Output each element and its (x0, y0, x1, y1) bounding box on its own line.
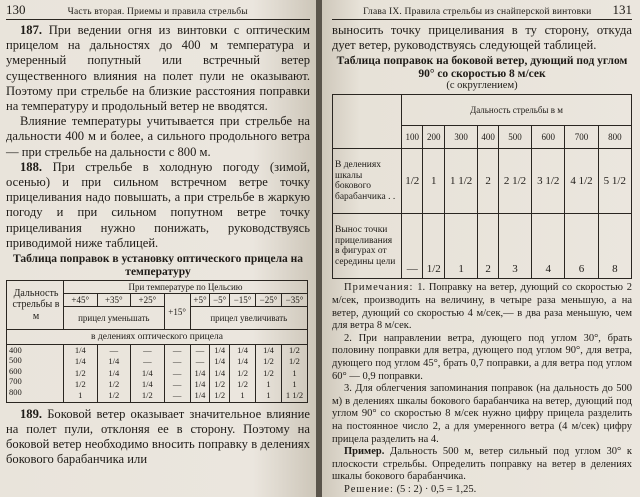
aim-offset-value: 2 (478, 214, 499, 279)
temp-col: +5° (190, 294, 210, 307)
drum-division-value: 1/2 (402, 149, 423, 214)
right-page (322, 0, 640, 497)
temp-value-column (131, 345, 165, 402)
temp-value: — (172, 390, 182, 401)
temp-value: — (172, 378, 182, 389)
temp-value: 1/4 (141, 378, 153, 389)
temp-value-column (256, 345, 282, 402)
temp-value: 1/2 (214, 378, 226, 389)
drum-division-value: 1 1/2 (444, 149, 477, 214)
paragraph-189: 189. Боковой ветер оказывает значительное влияние на полет пули, отклоняя ее в сторону. Поэтому на боковой ветер необходимо вносить поправку в делениях бокового барабанчика или (6, 406, 310, 467)
temp-value-column (190, 345, 210, 402)
wind-distance-cell: 700 (565, 126, 598, 149)
temp-value: — (172, 356, 182, 367)
temp-value: 1 (78, 390, 83, 401)
temp-col: −5° (210, 294, 230, 307)
temp-value: 1 (266, 378, 271, 389)
temp-value: 1/4 (74, 356, 86, 367)
right-page-number: 131 (612, 2, 632, 17)
aim-offset-value: 6 (565, 214, 598, 279)
temp-col: −25° (256, 294, 282, 307)
wind-distance-cell: 100 (402, 126, 423, 149)
wind-distance-cell: 400 (478, 126, 499, 149)
temp-value: — (195, 345, 205, 356)
drum-divisions-label: В делениях шкалы бокового барабанчика . . (333, 149, 402, 214)
aim-offset-row (333, 214, 632, 279)
aim-offset-value: 8 (598, 214, 631, 279)
temp-col: −15° (230, 294, 256, 307)
solution: Решение: (5 : 2) · 0,5 = 1,25. (344, 483, 477, 495)
temperature-header: При температуре по Цельсию (64, 281, 308, 294)
temp-value: 1 (240, 390, 245, 401)
temp-value: — (109, 345, 119, 356)
temp-value: 1/2 (289, 356, 300, 367)
wind-table-title: Таблица поправок на боковой ветер, дующий под углом 90° со скоростью 8 м/сек (336, 55, 628, 80)
temp-col: +35° (97, 294, 131, 307)
distance-value: 800 (9, 386, 22, 397)
temp-value: 1/2 (74, 367, 86, 378)
left-chapter-title: Часть вторая. Приемы и правила стрельбы (67, 7, 248, 17)
lower-sight-label: прицел уменьшать (64, 307, 165, 330)
drum-division-value: 2 1/2 (498, 149, 531, 214)
distance-value: 500 (9, 355, 22, 366)
temp-value: 1/4 (108, 367, 120, 378)
temp-value: 1/4 (214, 356, 226, 367)
temp-value-column (210, 345, 230, 402)
temp-value-column (230, 345, 256, 402)
note-2: 2. При направлении ветра, дующего под углом 30°, брать половину поправки для ветра, дующего под углом 90°, для ветра, дующего под углом 45°, брать 0,7 поправки, а для ветра под углом 60° — 0,9 поправки. (332, 332, 632, 382)
paragraph-temperature-wind: Влияние температуры учитывается при стрельбе на дальности 400 м и более, а сильного продольного ветра — при стрельбе на дальности с 800 м. (6, 114, 310, 159)
distance-value: 400 (9, 345, 22, 356)
drum-division-value: 3 1/2 (532, 149, 565, 214)
temp-value: 1/2 (108, 390, 120, 401)
wind-distance-cell: 500 (498, 126, 531, 149)
temp-value: 1/4 (194, 378, 206, 389)
wind-table-subtitle: (с округлением) (446, 80, 518, 92)
temp-value: — (172, 367, 182, 378)
empty-corner (333, 95, 402, 149)
drum-divisions-row (333, 149, 632, 214)
aim-offset-value: 1 (444, 214, 477, 279)
aim-offset-label: Вынос точки прицеливания в фигурах от середины цели (333, 214, 402, 279)
temp-value: 1/4 (263, 345, 274, 356)
left-running-head (6, 2, 310, 20)
temp-value: 1/2 (108, 378, 120, 389)
temp-col: +45° (64, 294, 98, 307)
right-chapter-title: Глава IX. Правила стрельбы из снайперской винтовки (363, 7, 592, 17)
temp-value: 1/4 (237, 356, 248, 367)
drum-division-value: 2 (478, 149, 499, 214)
wind-correction-table (332, 94, 632, 279)
drum-division-value: 5 1/2 (598, 149, 631, 214)
units-row: в делениях оптического прицела (7, 330, 308, 345)
temp-value: — (143, 345, 152, 356)
temp-value: 1/2 (214, 390, 226, 401)
temp-value-column (64, 345, 98, 402)
temp-value-column (97, 345, 131, 402)
temp-col: −35° (281, 294, 307, 307)
aim-offset-value: 1/2 (423, 214, 444, 279)
temp-value-column (164, 345, 190, 402)
paragraph-continuation: выносить точку прицеливания в ту сторону, откуда дует ветер, руководствуясь следующей таблицей. (332, 23, 632, 53)
paragraph-188: 188. При стрельбе в холодную погоду (зимой, осенью) и при сильном встречном ветре точку прицеливания надо повышать, а при стрельбе в жаркую погоду и при сильном попутном ветре точку прицеливания нужно понижать, руководствуясь приводимой ниже таблицей. (6, 159, 310, 250)
temp-value: 1/4 (214, 345, 226, 356)
temp-value: 1/2 (237, 367, 248, 378)
temp-value: 1/4 (237, 345, 248, 356)
temp-value: 1/4 (141, 367, 153, 378)
temp-value: 1/2 (74, 378, 86, 389)
temp-value: 1 (292, 367, 297, 378)
temp-value: 1/4 (108, 356, 120, 367)
temp-value: 1/4 (194, 390, 206, 401)
temp-value: 1 (266, 390, 271, 401)
temperature-table-title: Таблица поправок в установку оптического прицела на температуру (12, 253, 304, 278)
raise-sight-label: прицел увеличивать (190, 307, 307, 330)
aim-offset-value: 4 (532, 214, 565, 279)
distance-list (9, 345, 22, 397)
drum-division-value: 1 (423, 149, 444, 214)
values-row (7, 345, 308, 402)
right-running-head (332, 2, 632, 20)
example: Пример. Дальность 500 м, ветер сильный под углом 30° к плоскости стрельбы. Определить поправку на ветер в делениях шкалы бокового барабанчика. (332, 446, 632, 483)
distance-header: Дальность стрельбы в м (7, 281, 64, 330)
temp-value: 1 1/2 (285, 390, 304, 401)
temp-value: — (172, 345, 182, 356)
note-1: Примечания: 1. Поправку на ветер, дующий со скоростью 2 м/сек, производить на величину, в четыре раза меньшую, а на ветер, дующий со скоростью 4 м/сек,— в два раза меньшую, чем для ветра 8 м/сек. (332, 282, 632, 332)
temp-value: 1/4 (214, 367, 226, 378)
wind-distance-cell: 200 (423, 126, 444, 149)
paragraph-187: 187. При ведении огня из винтовки с оптическим прицелом на дальностях до 400 м температура и умеренный попутный или встречный ветер существенного влияния на полет пули не оказывают. Поэтому при стрельбе на близкие расстояния поправки на температуру и продольный ветер не вводятся. (6, 23, 310, 114)
left-page-number: 130 (6, 2, 26, 17)
temp-value: 1/2 (141, 390, 153, 401)
distance-value: 600 (9, 365, 22, 376)
temp-value: 1/4 (74, 345, 86, 356)
temp-col-mid: +15° (164, 294, 190, 330)
temperature-correction-table (6, 280, 308, 402)
temp-value: — (195, 356, 205, 367)
wind-distance-cell: 600 (532, 126, 565, 149)
temp-value: 1/2 (237, 378, 248, 389)
temp-value: 1/2 (263, 356, 274, 367)
temp-value: 1 (292, 378, 297, 389)
temp-value: 1/2 (263, 367, 274, 378)
wind-distance-cell: 300 (444, 126, 477, 149)
distance-value: 700 (9, 376, 22, 387)
aim-offset-value: 3 (498, 214, 531, 279)
temp-col: +25° (131, 294, 165, 307)
note-3: 3. Для облегчения запоминания поправок (на дальность до 500 м) в делениях шкалы бокового барабанчика на ветер, дующий под углом 90° со скоростью 8 м/сек нужно цифру прицела разделить на постоянное число 2, а для умеренного ветра (4 м/сек) цифру прицела разделить на 4. (332, 383, 632, 445)
temp-value: 1/4 (194, 367, 206, 378)
wind-distance-header: Дальность стрельбы в м (402, 95, 632, 126)
aim-offset-value: — (402, 214, 423, 279)
wind-distance-cell: 800 (598, 126, 631, 149)
drum-division-value: 4 1/2 (565, 149, 598, 214)
temp-value: 1/2 (289, 345, 300, 356)
distance-values (7, 345, 64, 402)
temp-value: — (143, 356, 152, 367)
left-page (0, 0, 316, 497)
temp-value-column (281, 345, 307, 402)
